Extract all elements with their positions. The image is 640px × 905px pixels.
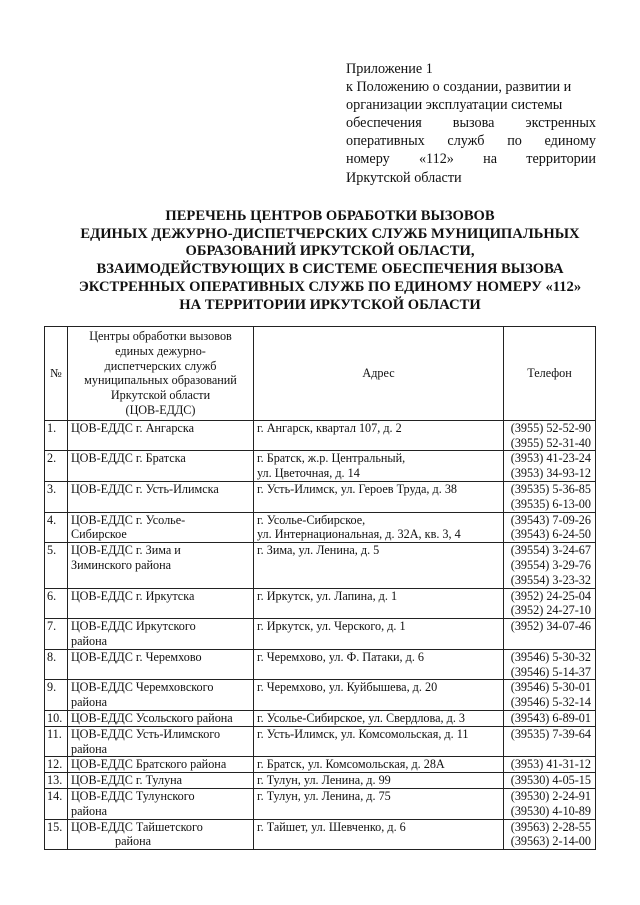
table-row xyxy=(45,788,596,819)
row-center xyxy=(68,773,254,789)
address-line: г. Усть-Илимск, ул. Комсомольская, д. 11 xyxy=(257,726,469,741)
appendix-line: Приложение 1 xyxy=(346,61,433,77)
row-number: 3. xyxy=(45,481,68,512)
centers-table xyxy=(44,326,596,850)
address-line: г. Тулун, ул. Ленина, д. 99 xyxy=(257,773,391,788)
row-phone xyxy=(504,420,596,451)
title-line: ЕДИНЫХ ДЕЖУРНО-ДИСПЕТЧЕРСКИХ СЛУЖБ МУНИЦИПАЛЬНЫХ xyxy=(80,225,580,242)
appendix-line xyxy=(346,114,596,132)
header-center xyxy=(68,327,254,421)
appendix-word: территории xyxy=(526,151,596,168)
header-phone: Телефон xyxy=(504,327,596,421)
center-name-line: района xyxy=(71,803,108,818)
title-line: ЭКСТРЕННЫХ ОПЕРАТИВНЫХ СЛУЖБ ПО ЕДИНОМУ НОМЕРУ «112» xyxy=(78,278,582,295)
row-address xyxy=(254,757,504,773)
row-number: 15. xyxy=(45,819,68,850)
row-address xyxy=(254,649,504,680)
phone-number: (39530) 2-24-91 xyxy=(510,788,591,803)
center-name-line: ЦОВ-ЕДДС Усть-Илимского xyxy=(71,726,221,741)
table-row xyxy=(45,757,596,773)
center-name-line: ЦОВ-ЕДДС г. Черемхово xyxy=(71,649,202,664)
header-center-line: муниципальных образований xyxy=(84,373,237,388)
appendix-word: экстренных xyxy=(525,115,596,132)
center-name-line: района xyxy=(71,633,108,648)
address-line: г. Братск, ул. Комсомольская, д. 28А xyxy=(257,757,445,772)
address-line: г. Зима, ул. Ленина, д. 5 xyxy=(257,543,380,558)
row-number: 11. xyxy=(45,726,68,757)
address-line: г. Иркутск, ул. Лапина, д. 1 xyxy=(257,588,398,603)
row-phone xyxy=(504,481,596,512)
title-line: ВЗАИМОДЕЙСТВУЮЩИХ В СИСТЕМЕ ОБЕСПЕЧЕНИЯ ВЫЗОВА xyxy=(96,261,564,278)
row-phone xyxy=(504,710,596,726)
row-number: 4. xyxy=(45,512,68,543)
header-number: № xyxy=(45,327,68,421)
row-address xyxy=(254,773,504,789)
row-address xyxy=(254,788,504,819)
table-row xyxy=(45,481,596,512)
title-line: ОБРАЗОВАНИЙ ИРКУТСКОЙ ОБЛАСТИ, xyxy=(185,243,475,260)
address-line: г. Усолье-Сибирское, ул. Свердлова, д. 3 xyxy=(257,710,466,725)
phone-number: (39554) 3-29-76 xyxy=(510,557,591,572)
center-name-line: ЦОВ-ЕДДС Тулунского xyxy=(71,788,195,803)
header-address: Адрес xyxy=(254,327,504,421)
row-center xyxy=(68,757,254,773)
center-name-line: ЦОВ-ЕДДС г. Усолье- xyxy=(71,512,186,527)
row-number: 14. xyxy=(45,788,68,819)
phone-number: (39546) 5-30-01 xyxy=(510,680,591,695)
table-row xyxy=(45,451,596,482)
row-address xyxy=(254,680,504,711)
row-phone xyxy=(504,757,596,773)
row-number: 9. xyxy=(45,680,68,711)
table-row xyxy=(45,680,596,711)
center-name-line: района xyxy=(71,741,108,756)
phone-number: (39546) 5-14-37 xyxy=(510,664,591,679)
row-center xyxy=(68,588,254,619)
row-number: 8. xyxy=(45,649,68,680)
row-address xyxy=(254,726,504,757)
row-center xyxy=(68,819,254,850)
address-line: ул. Цветочная, д. 14 xyxy=(257,466,360,481)
phone-number: (39546) 5-30-32 xyxy=(510,649,591,664)
center-name-line: ЦОВ-ЕДДС г. Братска xyxy=(71,451,186,466)
phone-number: (39563) 2-28-55 xyxy=(510,819,591,834)
row-center xyxy=(68,726,254,757)
appendix-word: по xyxy=(507,133,522,150)
row-number: 1. xyxy=(45,420,68,451)
phone-number: (39563) 2-14-00 xyxy=(510,834,591,849)
row-center xyxy=(68,788,254,819)
address-line: г. Тайшет, ул. Шевченко, д. 6 xyxy=(257,819,406,834)
row-number: 10. xyxy=(45,710,68,726)
address-line: г. Братск, ж.р. Центральный, xyxy=(257,451,406,466)
phone-number: (39530) 4-05-15 xyxy=(510,773,591,788)
row-center xyxy=(68,481,254,512)
row-phone xyxy=(504,619,596,650)
appendix-word: обеспечения xyxy=(346,115,422,132)
header-center-line: диспетчерских служб xyxy=(104,358,217,373)
row-number: 12. xyxy=(45,757,68,773)
row-phone xyxy=(504,788,596,819)
phone-number: (39543) 6-89-01 xyxy=(510,710,591,725)
row-address xyxy=(254,543,504,588)
row-address xyxy=(254,512,504,543)
row-address xyxy=(254,588,504,619)
appendix-word: оперативных xyxy=(346,133,425,150)
row-number: 6. xyxy=(45,588,68,619)
appendix-word: служб xyxy=(447,133,485,150)
row-phone xyxy=(504,726,596,757)
phone-number: (3955) 52-31-40 xyxy=(510,435,591,450)
phone-number: (39535) 7-39-64 xyxy=(510,726,591,741)
row-center xyxy=(68,680,254,711)
appendix-line: Иркутской области xyxy=(346,169,462,186)
header-center-line: (ЦОВ-ЕДДС) xyxy=(125,402,196,417)
table-row xyxy=(45,819,596,850)
row-address xyxy=(254,819,504,850)
row-address xyxy=(254,710,504,726)
phone-number: (39535) 5-36-85 xyxy=(510,481,591,496)
header-center-line: Иркутской области xyxy=(110,388,211,403)
table-row xyxy=(45,512,596,543)
phone-number: (3952) 24-25-04 xyxy=(510,588,591,603)
row-phone xyxy=(504,451,596,482)
phone-number: (39543) 7-09-26 xyxy=(510,512,591,527)
center-name-line: ЦОВ-ЕДДС Усольского района xyxy=(71,710,233,725)
center-name-line: ЦОВ-ЕДДС г. Тулуна xyxy=(71,773,183,788)
center-name-line: Сибирское xyxy=(71,527,127,542)
document-title xyxy=(40,208,620,314)
address-line: г. Усть-Илимск, ул. Героев Труда, д. 38 xyxy=(257,481,458,496)
phone-number: (3953) 34-93-12 xyxy=(510,466,591,481)
table-row xyxy=(45,543,596,588)
row-address xyxy=(254,619,504,650)
row-phone xyxy=(504,512,596,543)
table-row xyxy=(45,420,596,451)
row-phone xyxy=(504,588,596,619)
address-line: г. Ангарск, квартал 107, д. 2 xyxy=(257,420,402,435)
row-address xyxy=(254,481,504,512)
center-name-line: района xyxy=(115,834,152,849)
center-name-line: ЦОВ-ЕДДС г. Иркутска xyxy=(71,588,195,603)
address-line: г. Тулун, ул. Ленина, д. 75 xyxy=(257,788,391,803)
row-phone xyxy=(504,543,596,588)
center-name-line: ЦОВ-ЕДДС Братского района xyxy=(71,757,227,772)
row-center xyxy=(68,543,254,588)
phone-number: (39554) 3-24-67 xyxy=(510,543,591,558)
row-center xyxy=(68,710,254,726)
address-line: ул. Интернациональная, д. 32А, кв. 3, 4 xyxy=(257,527,461,542)
center-name-line: ЦОВ-ЕДДС Тайшетского xyxy=(71,819,203,834)
phone-number: (3953) 41-23-24 xyxy=(510,451,591,466)
row-phone xyxy=(504,773,596,789)
phone-number: (39546) 5-32-14 xyxy=(510,695,591,710)
header-center-line: единых дежурно- xyxy=(115,343,206,358)
row-phone xyxy=(504,680,596,711)
table-row xyxy=(45,726,596,757)
appendix-line xyxy=(346,150,596,168)
appendix-line xyxy=(346,132,596,150)
row-center xyxy=(68,649,254,680)
address-line: г. Усолье-Сибирское, xyxy=(257,512,366,527)
center-name-line: Зиминского района xyxy=(71,557,172,572)
center-name-line: ЦОВ-ЕДДС Иркутского xyxy=(71,619,196,634)
phone-number: (3955) 52-52-90 xyxy=(510,420,591,435)
appendix-word: вызова xyxy=(452,115,495,132)
row-number: 13. xyxy=(45,773,68,789)
row-address xyxy=(254,451,504,482)
row-address xyxy=(254,420,504,451)
center-name-line: ЦОВ-ЕДДС г. Усть-Илимска xyxy=(71,481,219,496)
table-row xyxy=(45,710,596,726)
phone-number: (39535) 6-13-00 xyxy=(510,496,591,511)
phone-number: (39543) 6-24-50 xyxy=(510,527,591,542)
header-center-line: Центры обработки вызовов xyxy=(89,329,232,343)
row-number: 7. xyxy=(45,619,68,650)
appendix-word: на xyxy=(483,151,498,168)
phone-number: (39530) 4-10-89 xyxy=(510,803,591,818)
center-name-line: ЦОВ-ЕДДС г. Ангарска xyxy=(71,420,194,435)
appendix-word: единому xyxy=(544,133,596,150)
row-number: 5. xyxy=(45,543,68,588)
address-line: г. Черемхово, ул. Куйбышева, д. 20 xyxy=(257,680,438,695)
table-row xyxy=(45,773,596,789)
address-line: г. Иркутск, ул. Черского, д. 1 xyxy=(257,619,406,634)
address-line: г. Черемхово, ул. Ф. Патаки, д. 6 xyxy=(257,649,425,664)
table-row xyxy=(45,588,596,619)
row-center xyxy=(68,451,254,482)
appendix-header xyxy=(346,60,596,187)
row-phone xyxy=(504,819,596,850)
center-name-line: ЦОВ-ЕДДС Черемховского xyxy=(71,680,214,695)
appendix-word: «112» xyxy=(418,151,454,168)
appendix-line: организации эксплуатации системы xyxy=(346,97,563,114)
phone-number: (3952) 34-07-46 xyxy=(510,619,591,634)
row-center xyxy=(68,619,254,650)
appendix-line: к Положению о создании, развитии и xyxy=(346,79,572,96)
title-line: НА ТЕРРИТОРИИ ИРКУТСКОЙ ОБЛАСТИ xyxy=(179,296,481,313)
center-name-line: ЦОВ-ЕДДС г. Зима и xyxy=(71,543,181,558)
phone-number: (3953) 41-31-12 xyxy=(510,757,591,772)
row-phone xyxy=(504,649,596,680)
row-center xyxy=(68,420,254,451)
row-center xyxy=(68,512,254,543)
title-line: ПЕРЕЧЕНЬ ЦЕНТРОВ ОБРАБОТКИ ВЫЗОВОВ xyxy=(165,208,495,224)
center-name-line: района xyxy=(71,695,108,710)
table-header-row xyxy=(45,327,596,421)
row-number: 2. xyxy=(45,451,68,482)
table-row xyxy=(45,649,596,680)
phone-number: (39554) 3-23-32 xyxy=(510,572,591,587)
phone-number: (3952) 24-27-10 xyxy=(510,603,591,618)
table-row xyxy=(45,619,596,650)
appendix-word: номеру xyxy=(346,151,390,168)
